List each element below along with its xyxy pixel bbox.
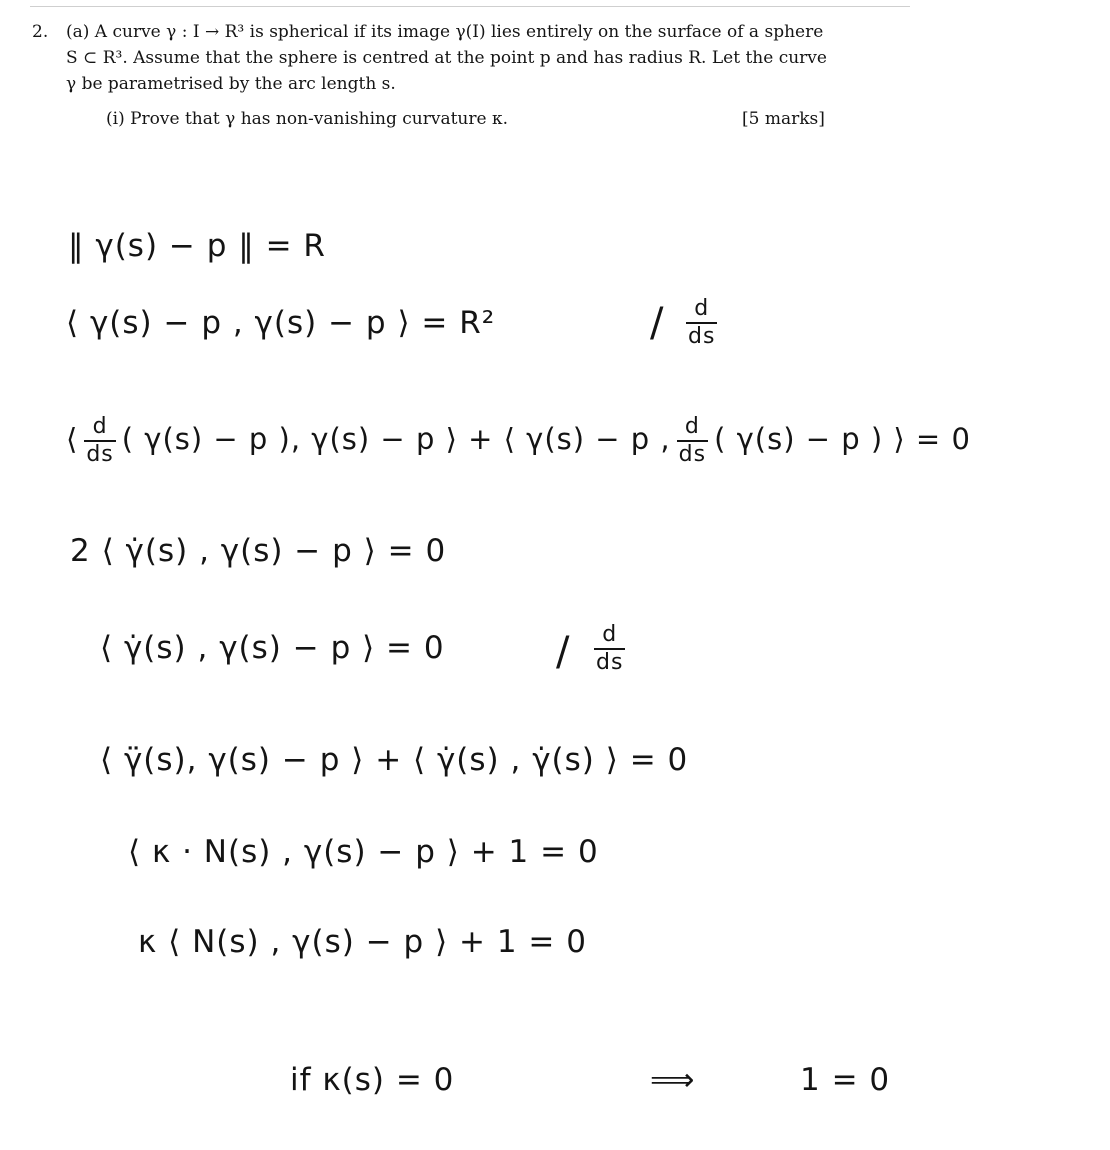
subpart-text: (i) Prove that γ has non-vanishing curvature κ. [106, 109, 508, 129]
solution-line-contradiction: 1 = 0 [800, 1062, 891, 1098]
solution-line-frenet: ⟨ κ · N(s) , γ(s) − p ⟩ + 1 = 0 [128, 834, 599, 870]
solution-line-orthogonal: ⟨ γ̇(s) , γ(s) − p ⟩ = 0 [100, 630, 445, 666]
line3-frac1-den: ds [86, 442, 114, 467]
line3-end: ( γ(s) − p ) ⟩ = 0 [714, 422, 971, 456]
solution-line-condition: if κ(s) = 0 [290, 1062, 455, 1098]
derivative-num-1: d [694, 296, 710, 321]
solution-line-factored: κ ⟨ N(s) , γ(s) − p ⟩ + 1 = 0 [138, 924, 587, 960]
derivative-num-2: d [602, 622, 618, 647]
solution-line-inner-product: ⟨ γ(s) − p , γ(s) − p ⟩ = R² [66, 305, 496, 341]
derivative-operator-2 [588, 624, 631, 674]
line3-mid: ( γ(s) − p ), γ(s) − p ⟩ + ⟨ γ(s) − p , [121, 422, 671, 456]
derivative-slash-2: / [556, 629, 570, 675]
derivative-den-1: ds [688, 324, 716, 349]
marks-label: [5 marks] [742, 109, 825, 129]
solution-line-norm: ‖ γ(s) − p ‖ = R [68, 228, 326, 264]
question-text-line-3: γ be parametrised by the arc length s. [66, 74, 396, 94]
solution-line-doubled: 2 ⟨ γ̇(s) , γ(s) − p ⟩ = 0 [70, 533, 447, 569]
solution-line-product-rule [66, 416, 971, 466]
derivative-den-2: ds [596, 650, 624, 675]
line3-frac2-num: d [684, 414, 700, 439]
question-text-line-2: S ⊂ R³. Assume that the sphere is centred at the point p and has radius R. Let the curve [66, 48, 827, 68]
question-text-line-1: (a) A curve γ : I → R³ is spherical if its image γ(I) lies entirely on the surface of a sphere [66, 22, 824, 42]
line3-frac1-num: d [92, 414, 108, 439]
line3-frac2-den: ds [678, 442, 707, 467]
derivative-slash-1: / [650, 300, 664, 346]
top-rule [30, 6, 910, 7]
derivative-operator-1 [680, 298, 723, 348]
implies-arrow: ⟹ [650, 1062, 696, 1098]
line3-open: ⟨ [66, 422, 79, 456]
solution-line-second-derivative: ⟨ γ̈(s), γ(s) − p ⟩ + ⟨ γ̇(s) , γ̇(s) ⟩ = 0 [100, 742, 689, 778]
question-number: 2. [32, 22, 49, 42]
